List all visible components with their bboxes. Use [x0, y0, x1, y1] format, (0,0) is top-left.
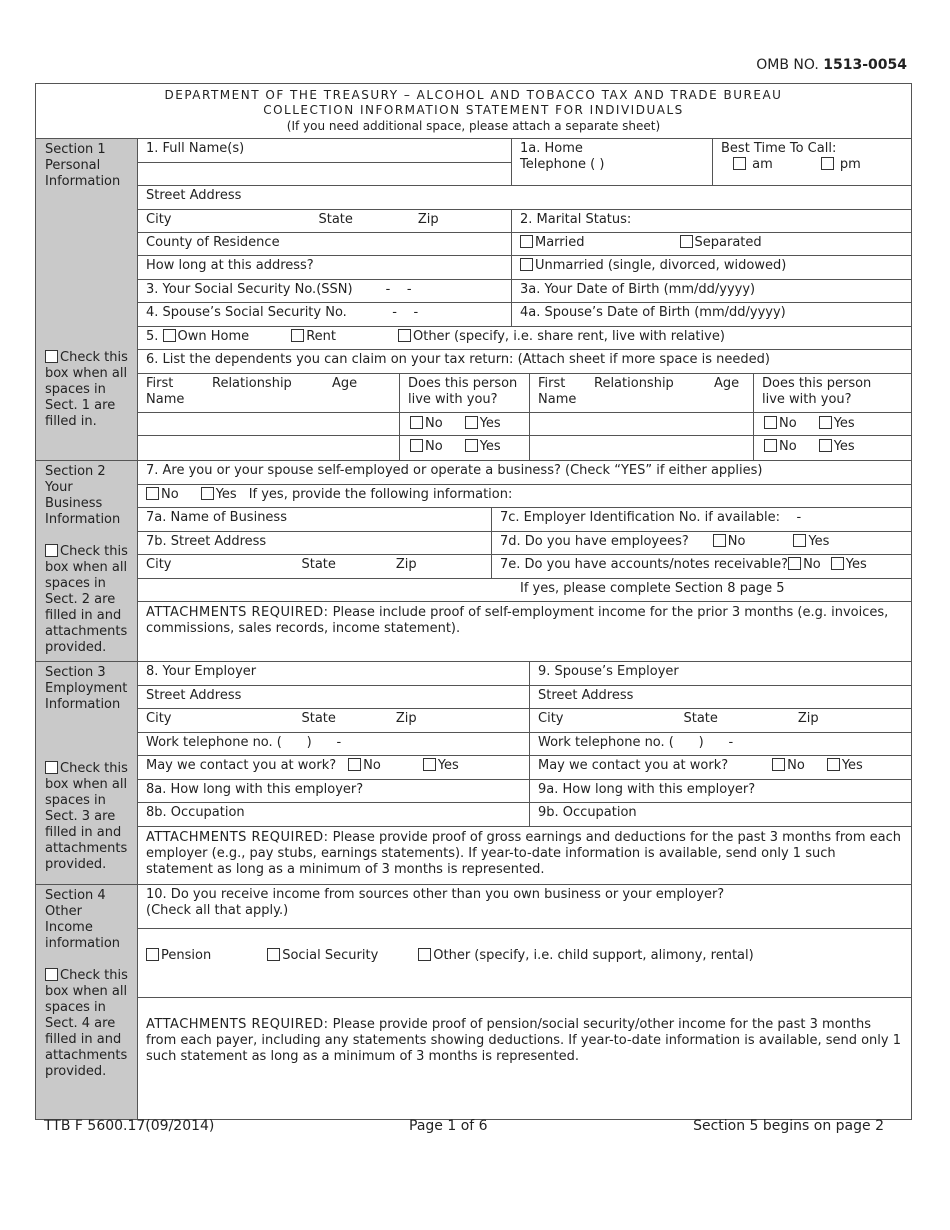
sec3-attachments-text — [138, 827, 911, 884]
spouse-contact-question — [529, 756, 911, 779]
section-3-checkbox[interactable] — [45, 761, 58, 774]
section-4 — [36, 885, 911, 1119]
employees-no-checkbox[interactable] — [713, 534, 726, 547]
row-sec3-attachments — [138, 827, 911, 884]
dep-live-label-3: Does this person — [762, 376, 872, 391]
pension-label: Pension — [161, 948, 212, 963]
section-2-title: Section 2 Your Business Information — [45, 464, 121, 527]
form-header — [36, 84, 911, 139]
omb-number — [756, 57, 907, 73]
dep-live-label-4: live with you? — [762, 392, 852, 407]
section-1 — [36, 139, 911, 461]
dep1-no-label: No — [425, 416, 443, 431]
row-dependents-header — [138, 374, 911, 413]
business-city-label: City — [146, 557, 172, 572]
if-yes-label: If yes, provide the following information: — [248, 487, 513, 502]
omb-value: 1513-0054 — [823, 57, 907, 73]
section-1-complete-check — [45, 350, 131, 430]
city-label: City — [146, 212, 172, 227]
dep2-yes-label: Yes — [479, 439, 501, 454]
row-occupation — [138, 803, 911, 827]
full-name-label: 1. Full Name(s) — [138, 139, 511, 163]
pm-checkbox[interactable] — [821, 157, 834, 170]
full-name-field[interactable] — [138, 139, 511, 185]
home-telephone-field[interactable] — [511, 139, 712, 185]
section-4-body — [138, 885, 911, 1119]
receivable-no-label: No — [803, 557, 821, 572]
section-1-check-label: Check this box when all spaces in Sect. 1 are filled in. — [45, 350, 128, 429]
unmarried-option — [511, 256, 911, 279]
spouse-contact-label: May we contact you at work? — [538, 758, 729, 773]
row-employer-city — [138, 709, 911, 733]
dep1-yes-checkbox[interactable] — [465, 416, 478, 429]
section-2-complete-check — [45, 544, 131, 656]
row-dependents-entries — [138, 413, 911, 460]
home-tel-label-2: Telephone ( ) — [520, 157, 605, 172]
employer-state-label: State — [301, 711, 336, 726]
dep2-no-checkbox[interactable] — [410, 439, 423, 452]
section-3-check-label: Check this box when all spaces in Sect. 3 are filled in and attachments provided. — [45, 761, 128, 872]
social-security-label: Social Security — [282, 948, 379, 963]
row-city — [138, 210, 911, 233]
spouse-employer-city-label: City — [538, 711, 564, 726]
social-security-checkbox[interactable] — [267, 948, 280, 961]
dep4-yes-checkbox[interactable] — [819, 439, 832, 452]
dependents-label: 6. List the dependents you can claim on your tax return: (Attach sheet if more space is needed) — [146, 352, 770, 367]
employees-no-label: No — [727, 534, 746, 549]
am-checkbox[interactable] — [733, 157, 746, 170]
work-tel-field[interactable]: Work telephone no. ( ) - — [146, 735, 342, 750]
omb-label: OMB NO. — [756, 57, 819, 73]
dep3-yes-checkbox[interactable] — [819, 416, 832, 429]
separated-checkbox[interactable] — [680, 235, 693, 248]
dep4-no-label: No — [779, 439, 797, 454]
other-income-label-1: 10. Do you receive income from sources other than you own business or your employer? — [146, 887, 725, 902]
row-7-city — [138, 555, 911, 579]
dep-first-label-2: First — [538, 376, 566, 391]
other-housing-label: Other (specify, i.e. share rent, live with relative) — [412, 329, 725, 344]
dep1-no-checkbox[interactable] — [410, 416, 423, 429]
spouse-work-tel-field[interactable]: Work telephone no. ( ) - — [529, 733, 911, 755]
own-home-checkbox[interactable] — [163, 329, 176, 342]
dob-field[interactable]: 3a. Your Date of Birth (mm/dd/yyyy) — [511, 280, 911, 302]
section-1-body — [138, 139, 911, 460]
row-contact — [138, 756, 911, 780]
row-name — [138, 139, 911, 186]
spouse-employer-state-label: State — [683, 711, 718, 726]
employees-yes-checkbox[interactable] — [793, 534, 806, 547]
city-state-zip-field[interactable] — [138, 210, 511, 232]
other-income-label-2: (Check all that apply.) — [146, 903, 289, 918]
dep4-yes-label: Yes — [833, 439, 855, 454]
dep1-yes-label: Yes — [479, 416, 501, 431]
spouse-ssn-field[interactable]: 4. Spouse’s Social Security No. - - — [146, 305, 419, 320]
dep3-no-label: No — [779, 416, 797, 431]
receivable-question — [491, 555, 911, 578]
other-housing-checkbox[interactable] — [398, 329, 411, 342]
sec3-att-head: ATTACHMENTS REQUIRED: — [146, 830, 329, 845]
dep-live-label-2: live with you? — [408, 392, 498, 407]
other-income-question — [138, 885, 911, 928]
dep-relationship-label: Relationship — [212, 376, 292, 391]
home-tel-label-1: 1a. Home — [520, 141, 583, 156]
other-income-type-label: Other (specify, i.e. child support, alimony, rental) — [433, 948, 754, 963]
dep-live-header — [399, 374, 529, 412]
employees-yes-label: Yes — [808, 534, 830, 549]
business-zip-label: Zip — [395, 557, 417, 572]
dep-live-label-1: Does this person — [408, 376, 518, 391]
row-street — [138, 186, 911, 210]
row-q7 — [138, 461, 911, 485]
receivable-yes-label: Yes — [845, 557, 867, 572]
row-employer-street — [138, 686, 911, 709]
ssn-field[interactable]: 3. Your Social Security No.(SSN) - - — [146, 282, 412, 297]
county-field[interactable]: County of Residence — [146, 235, 280, 250]
marital-status-label: 2. Marital Status: — [511, 210, 911, 232]
dep-first-label: First — [146, 376, 174, 391]
row-employers — [138, 662, 911, 686]
receivable-no-checkbox[interactable] — [788, 557, 801, 570]
ein-field[interactable]: 7c. Employer Identification No. if available: - — [491, 508, 911, 531]
row-housing — [138, 327, 911, 350]
self-employed-no-checkbox[interactable] — [146, 487, 159, 500]
form — [35, 83, 912, 1120]
employees-question — [491, 532, 911, 554]
spouse-contact-yes-label: Yes — [841, 758, 863, 773]
self-employed-yes-label: Yes — [215, 487, 237, 502]
employer-city-label: City — [146, 711, 172, 726]
contact-yes-checkbox[interactable] — [423, 758, 436, 771]
sec2-att-head: ATTACHMENTS REQUIRED: — [146, 605, 329, 620]
pm-label: pm — [839, 157, 861, 172]
section-3-title: Section 3 Employment Information — [45, 665, 128, 712]
section-4-sidebar — [36, 885, 138, 1119]
row-sec4-attachments — [138, 998, 911, 1117]
dep-entry-1[interactable] — [138, 413, 399, 460]
married-checkbox[interactable] — [520, 235, 533, 248]
sec3-att-body: Please provide proof of gross earnings and deductions for the past 3 months from each employer (e.g., pay stubs, earnings statements). If year-to-date information is available, send only 1 such statement as long as a minimum of 3 months is represented. — [146, 830, 901, 877]
section-4-checkbox[interactable] — [45, 968, 58, 981]
sec2-att-body: Please include proof of self-employment income for the prior 3 months (e.g. invoices, commissions, sales records, income statement). — [146, 605, 889, 636]
row-income-types — [138, 929, 911, 998]
dep-name-header — [138, 374, 399, 412]
spouse-employer-city-field[interactable] — [529, 709, 911, 732]
sec4-att-body: Please provide proof of pension/social security/other income for the past 3 months from each payer, including any statements showing deductions. If year-to-date information is available, send only 1 such statement as long as a minimum of 3 months is represented. — [146, 1017, 902, 1064]
section-1-sidebar — [36, 139, 138, 460]
section-4-title: Section 4 Other Income information — [45, 888, 121, 951]
spouse-employer-field[interactable]: 9. Spouse’s Employer — [529, 662, 911, 685]
row-work-tel — [138, 733, 911, 756]
section-3 — [36, 662, 911, 885]
unmarried-label: Unmarried (single, divorced, widowed) — [535, 258, 787, 273]
employees-label: 7d. Do you have employees? — [500, 534, 689, 549]
business-city-field[interactable] — [138, 555, 491, 578]
sec2-attachments-text — [138, 602, 911, 661]
row-county — [138, 233, 911, 256]
section-1-checkbox[interactable] — [45, 350, 58, 363]
dep3-yes-label: Yes — [833, 416, 855, 431]
spouse-dob-field[interactable]: 4a. Spouse’s Date of Birth (mm/dd/yyyy) — [511, 303, 911, 326]
row-sec2-attachments — [138, 602, 911, 661]
best-time-label: Best Time To Call: — [721, 141, 837, 156]
self-employed-no-label: No — [161, 487, 179, 502]
row-how-long-employer — [138, 780, 911, 803]
dep-name-label: Name — [146, 392, 185, 407]
dep4-no-checkbox[interactable] — [764, 439, 777, 452]
contact-label: May we contact you at work? — [146, 758, 337, 773]
sec4-attachments-text — [138, 998, 911, 1117]
own-home-label: Own Home — [177, 329, 250, 344]
dep-name-header-2 — [529, 374, 753, 412]
dep2-yes-checkbox[interactable] — [465, 439, 478, 452]
spouse-occupation-field[interactable]: 9b. Occupation — [529, 803, 911, 826]
section-3-sidebar — [36, 662, 138, 884]
section-2-checkbox[interactable] — [45, 544, 58, 557]
row-spouse-ssn — [138, 303, 911, 327]
business-street-field[interactable]: 7b. Street Address — [146, 534, 267, 549]
section-1-title: Section 1 Personal Information — [45, 142, 121, 189]
income-types — [138, 929, 911, 997]
row-7b — [138, 532, 911, 555]
section-8-note: If yes, please complete Section 8 page 5 — [520, 581, 785, 596]
housing-options — [138, 327, 911, 349]
section-3-body — [138, 662, 911, 884]
unmarried-checkbox[interactable] — [520, 258, 533, 271]
section-3-complete-check — [45, 761, 131, 873]
dep-live-1 — [399, 413, 529, 460]
q5-label: 5. — [146, 329, 159, 344]
married-label: Married — [535, 235, 585, 250]
row-how-long — [138, 256, 911, 280]
employer-city-field[interactable] — [138, 709, 529, 732]
how-long-field[interactable]: How long at this address? — [146, 258, 314, 273]
spouse-contact-no-checkbox[interactable] — [772, 758, 785, 771]
sec4-att-head: ATTACHMENTS REQUIRED: — [146, 1017, 329, 1032]
dep-live-2 — [753, 413, 911, 460]
contact-no-label: No — [363, 758, 381, 773]
employer-street-field[interactable]: Street Address — [146, 688, 242, 703]
street-address-field[interactable]: Street Address — [146, 188, 242, 203]
contact-question — [138, 756, 529, 779]
rent-label: Rent — [306, 329, 336, 344]
section-2-sidebar — [36, 461, 138, 661]
section-2-check-label: Check this box when all spaces in Sect. 2 are filled in and attachments provided. — [45, 544, 128, 655]
spouse-contact-no-label: No — [787, 758, 805, 773]
dep-name-label-2: Name — [538, 392, 577, 407]
header-line-3: (If you need additional space, please attach a separate sheet) — [286, 119, 661, 133]
how-long-employer-field[interactable]: 8a. How long with this employer? — [146, 782, 364, 797]
business-state-label: State — [301, 557, 336, 572]
row-q10 — [138, 885, 911, 929]
rent-checkbox[interactable] — [291, 329, 304, 342]
section-4-complete-check — [45, 968, 131, 1080]
married-separated — [511, 233, 911, 255]
section-2 — [36, 461, 911, 662]
separated-label: Separated — [694, 235, 762, 250]
am-label: am — [752, 157, 773, 172]
section-2-body — [138, 461, 911, 661]
row-sec8-note — [138, 579, 911, 602]
pension-checkbox[interactable] — [146, 948, 159, 961]
dep2-no-label: No — [425, 439, 443, 454]
your-employer-field[interactable]: 8. Your Employer — [146, 664, 257, 679]
best-time-field — [712, 139, 911, 185]
page-number: Page 1 of 6 — [409, 1118, 488, 1134]
self-employed-yes-checkbox[interactable] — [201, 487, 214, 500]
receivable-yes-checkbox[interactable] — [831, 557, 844, 570]
section-4-check-label: Check this box when all spaces in Sect. 4 are filled in and attachments provided. — [45, 968, 128, 1079]
dep-live-header-2 — [753, 374, 911, 412]
next-section-note: Section 5 begins on page 2 — [693, 1118, 884, 1134]
contact-yes-label: Yes — [437, 758, 459, 773]
self-employed-answer — [138, 485, 911, 507]
row-dependents-title — [138, 350, 911, 374]
occupation-field[interactable]: 8b. Occupation — [146, 805, 245, 820]
row-q7-answer — [138, 485, 911, 508]
row-7a — [138, 508, 911, 532]
zip-label: Zip — [417, 212, 439, 227]
business-name-field[interactable]: 7a. Name of Business — [146, 510, 287, 525]
other-income-checkbox[interactable] — [418, 948, 431, 961]
spouse-how-long-employer-field[interactable]: 9a. How long with this employer? — [529, 780, 911, 802]
spouse-contact-yes-checkbox[interactable] — [827, 758, 840, 771]
dep-relationship-label-2: Relationship — [594, 376, 674, 391]
dep-age-label-2: Age — [714, 376, 740, 391]
dep3-no-checkbox[interactable] — [764, 416, 777, 429]
row-ssn — [138, 280, 911, 303]
form-id: TTB F 5600.17(09/2014) — [44, 1118, 215, 1134]
spouse-employer-zip-label: Zip — [797, 711, 819, 726]
header-line-1: DEPARTMENT OF THE TREASURY – ALCOHOL AND TOBACCO TAX AND TRADE BUREAU — [164, 88, 783, 102]
dep-entry-2[interactable] — [529, 413, 753, 460]
self-employed-question: 7. Are you or your spouse self-employed or operate a business? (Check “YES” if either applies) — [146, 463, 763, 478]
receivable-label: 7e. Do you have accounts/notes receivable? — [500, 557, 789, 572]
contact-no-checkbox[interactable] — [348, 758, 361, 771]
spouse-employer-street-field[interactable]: Street Address — [529, 686, 911, 708]
state-label: State — [318, 212, 353, 227]
header-line-2: COLLECTION INFORMATION STATEMENT FOR INDIVIDUALS — [263, 103, 684, 117]
employer-zip-label: Zip — [395, 711, 417, 726]
dep-age-label: Age — [332, 376, 358, 391]
